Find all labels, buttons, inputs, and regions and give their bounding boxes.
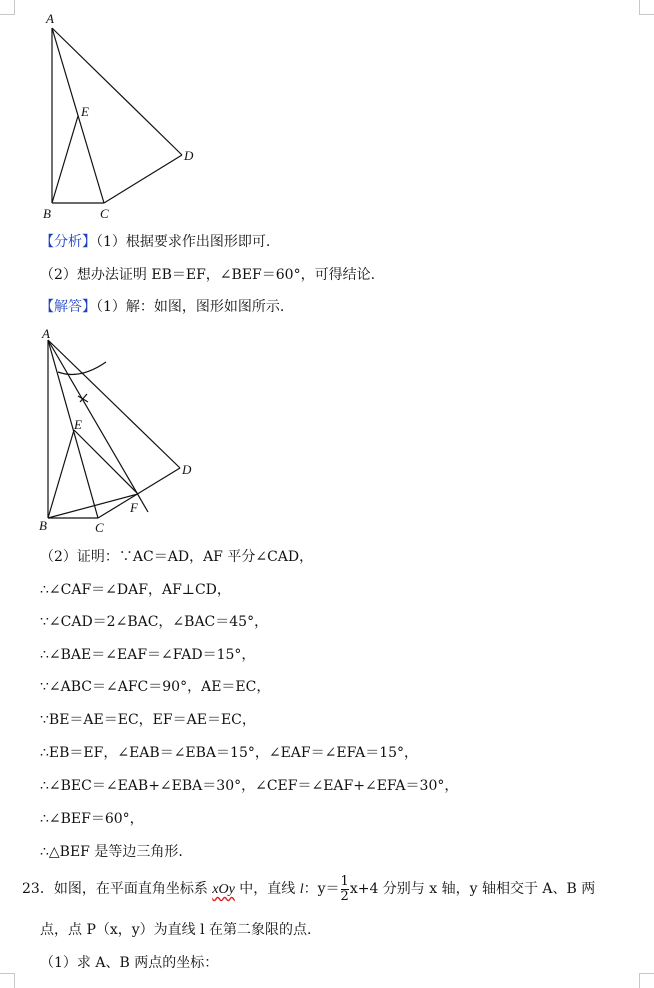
problem-text-a: 如图，在平面直角坐标系 [53,881,213,897]
analysis-text-2: （2）想办法证明 EB＝EF，∠BEF＝60°，可得结论. [40,267,376,283]
proof-line-3: ∵∠CAD＝2∠BAC，∠BAC＝45°， [40,614,269,630]
proof-line-1: （2）证明：∵AC＝AD，AF 平分∠CAD， [40,549,314,565]
proof-line-5: ∵∠ABC＝∠AFC＝90°，AE＝EC， [40,679,271,695]
problem-text-c: ：y＝ [303,881,340,897]
proof-line-6: ∵BE＝AE＝EC，EF＝AE＝EC， [40,712,256,728]
label-c: C [95,520,104,535]
corner-mark-top-left [0,0,15,15]
analysis-line-1 [40,232,270,252]
problem-23-line-3: （1）求 A、B 两点的坐标： [40,955,219,971]
segment-be [48,430,74,518]
proof-line-7: ∴EB＝EF，∠EAB＝∠EBA＝15°，∠EAF＝∠EFA＝15°， [40,745,419,761]
problem-23-line-1 [22,872,595,907]
corner-mark-top-right [639,0,654,15]
label-a: A [42,326,50,341]
segment-cd [104,155,182,203]
answer-text-1: （1）解：如图，图形如图所示. [96,299,285,315]
label-e: E [74,417,82,432]
proof-line-9: ∴∠BEF＝60°， [40,811,144,827]
fraction-denominator: 2 [340,888,349,904]
fraction-numerator: 1 [340,873,349,889]
analysis-text-1: （1）根据要求作出图形即可. [96,234,271,250]
answer-line-1 [40,297,284,317]
proof-line-4: ∴∠BAE＝∠EAF＝∠FAD＝15°， [40,647,256,663]
segment-af-extended [48,340,148,512]
label-b: B [43,206,51,221]
line-name: l [299,882,304,897]
problem-text-d: x+4 分别与 x 轴，y 轴相交于 A、B 两 [349,881,596,897]
problem-number: 23． [22,881,54,897]
label-d: D [182,462,192,477]
proof-line-10: ∴△BEF 是等边三角形. [40,844,183,860]
segment-bf [48,494,138,518]
geometry-figure-1 [30,8,210,223]
problem-23-line-2: 点，点 P（x，y）为直线 l 在第二象限的点. [40,922,312,938]
label-c: C [100,206,109,221]
proof-line-8: ∴∠BEC＝∠EAB+∠EBA＝30°，∠CEF＝∠EAF+∠EFA＝30°， [40,778,459,794]
analysis-tag: 【分析】 [40,234,96,250]
label-e: E [81,104,89,119]
problem-text-b: 中，直线 [234,881,300,897]
analysis-line-2 [40,265,375,285]
label-f: F [130,500,138,515]
label-d: D [184,148,194,163]
fraction-one-half [341,875,349,904]
label-a: A [46,11,54,26]
answer-tag: 【解答】 [40,299,96,315]
corner-mark-bottom-left [0,973,15,988]
proof-line-2: ∴∠CAF＝∠DAF，AF⊥CD， [40,582,231,598]
geometry-figure-2 [30,326,210,541]
segment-cd-extended [98,468,180,518]
segment-be [52,116,78,203]
label-b: B [39,518,47,533]
segment-ad [48,340,180,468]
coordinate-system-name: xOy [212,882,235,897]
corner-mark-bottom-right [639,973,654,988]
